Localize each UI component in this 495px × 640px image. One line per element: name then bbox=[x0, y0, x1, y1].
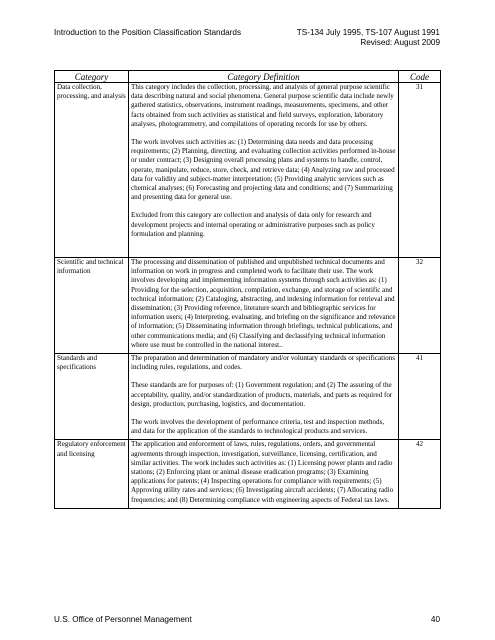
category-cell: Regulatory enforcement and licensing bbox=[55, 440, 129, 508]
definition-cell bbox=[129, 258, 399, 354]
definition-paragraph: These standards are for purposes of: (1) Government regulation; and (2) The assuring of the acceptability, quality, and/or standardization of products, materials, and parts as required for design, production, purchasing, logistics, and documentation. bbox=[131, 381, 393, 408]
category-cell: Standards and specifications bbox=[55, 354, 129, 440]
table-row bbox=[55, 83, 441, 258]
definition-paragraph: This category includes the collection, processing, and analysis of general purpose scientific data describing natural and social phenomena. General purpose scientific data include newly gathered statistics, observations, instrument readings, measurements, specimens, and other facts obtained from such activities as statistical and field surveys, exploration, laboratory analyses, photogrammetry, and compilations of operating records for use by others. bbox=[131, 83, 394, 128]
document-title: Introduction to the Position Classification Standards bbox=[54, 28, 242, 37]
table-row bbox=[55, 258, 441, 354]
column-header-code: Code bbox=[399, 71, 441, 83]
definition-cell bbox=[129, 440, 399, 508]
definition-paragraph: The preparation and determination of mandatory and/or voluntary standards or specifications including rules, regulations, and codes. bbox=[131, 354, 395, 372]
code-cell: 32 bbox=[399, 258, 441, 354]
code-cell: 42 bbox=[399, 440, 441, 508]
definition-paragraph: The work involves the development of performance criteria, test and inspection methods, and data for the application of the standards to technological products and services. bbox=[131, 418, 385, 436]
definition-cell bbox=[129, 354, 399, 440]
category-cell: Data collection, processing, and analysis bbox=[55, 83, 129, 258]
category-cell: Scientific and technical information bbox=[55, 258, 129, 354]
code-cell: 31 bbox=[399, 83, 441, 258]
definition-paragraph: The work involves such activities as: (1) Determining data needs and data processing requirements; (2) Planning, directing, and evaluating collection activities performed in-house or under contract; (3) Designing overall processing plans and systems to handle, control, operate, manipulate, reduce, store, check, and retrieve data; (4) Analyzing raw and processed data for validity and subject-matter interpretation; (5) Providing analytic services such as chemical analyses; (6) Forecasting and projecting data and conditions; and (7) Summarizing and presenting data for general use. bbox=[131, 138, 396, 202]
table-row bbox=[55, 440, 441, 508]
definition-paragraph: The application and enforcement of laws, rules, regulations, orders, and governmental agreements through inspection, investigation, surveillance, licensing, certification, and similar activities. The work includes such activities as: (1) Licensing power plants and radio stations; (2) Enforcing plant or animal disease eradication programs; (3) Examining applications for patents; (4) Inspecting operations for compliance with requirements; (5) Approving utility rates and services; (6) Investigating aircraft accidents; (7) Allocating radio frequencies; and (8) Determining compliance with engineering aspects of Federal tax laws. bbox=[131, 440, 394, 504]
page-number: 40 bbox=[430, 615, 440, 624]
category-table bbox=[54, 70, 441, 509]
table-row bbox=[55, 354, 441, 440]
column-header-category: Category bbox=[55, 71, 129, 83]
table-header-row bbox=[55, 71, 441, 83]
column-header-definition: Category Definition bbox=[129, 71, 399, 83]
definition-cell bbox=[129, 83, 399, 258]
standard-numbers: TS-134 July 1995, TS-107 August 1991 bbox=[296, 28, 440, 37]
definition-paragraph: The processing and dissemination of published and unpublished technical documents and information on work in progress and completed work to facilitate their use. The work involves developing and implementing information systems through such activities as: (1) Providing for the selection, acquisition, compilation, exchange, and storage of scientific and technical information; (2) Cataloging, abstracting, and indexing information for retrieval and dissemination; (3) Providing reference, literature search and bibliographic services for information users; (4) Interpreting, evaluating, and briefing on the significance and relevance of information; (5) Disseminating information through briefings, technical publications, and other communications media; and (6) Classifying and declassifying technical information where use must be controlled in the national interest.. bbox=[131, 258, 396, 349]
revision-info bbox=[297, 28, 440, 48]
revision-date: Revised: August 2009 bbox=[360, 38, 440, 47]
definition-paragraph: Excluded from this category are collection and analysis of data only for research and development projects and internal operating or administrative purposes such as policy formulation and planning. bbox=[131, 211, 375, 238]
code-cell: 41 bbox=[399, 354, 441, 440]
agency-name: U.S. Office of Personnel Management bbox=[54, 615, 192, 624]
